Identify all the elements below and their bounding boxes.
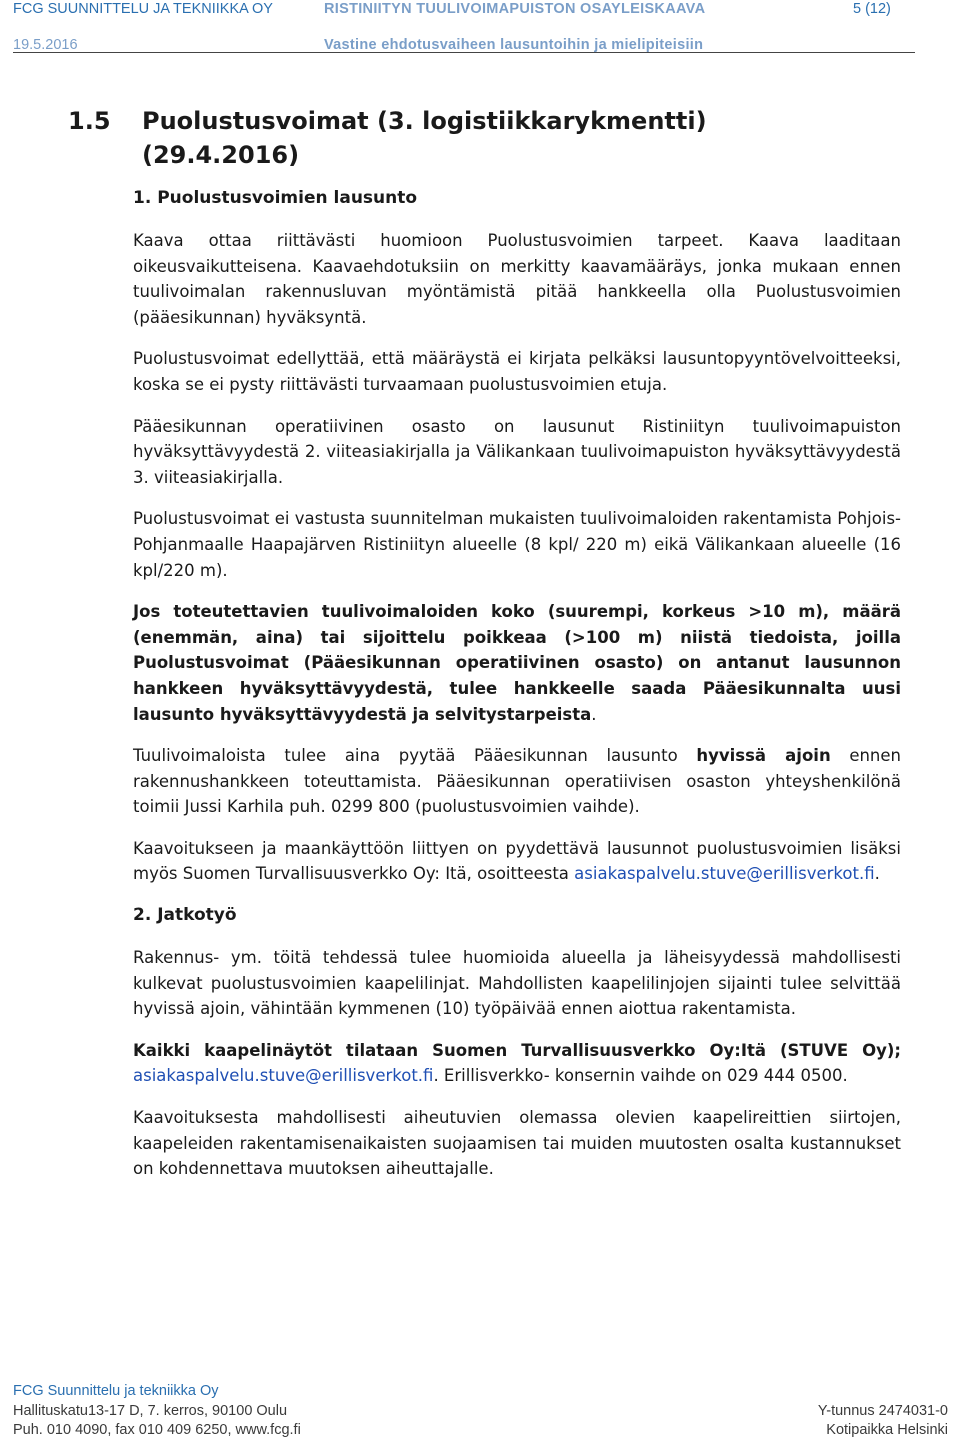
subheading-lausunto: 1. Puolustusvoimien lausunto — [133, 188, 418, 208]
paragraph-5 — [133, 599, 901, 727]
paragraph-9 — [133, 1038, 901, 1089]
paragraph-8: Rakennus- ym. töitä tehdessä tulee huomioida alueella ja läheisyydessä mahdollisesti kulkevat puolustusvoimien kaapelilinjat. Mahdollisten kaapelilinjojen sijainti tulee selvittää hyvissä ajoin, vähintään kymmenen (10) työpäivää ennen aiottua rakentamista. — [133, 948, 901, 1019]
paragraph-6-start: Tuulivoimaloista tulee aina pyytää Pääesikunnan lausunto — [133, 746, 697, 766]
paragraph-5-end: . — [591, 704, 597, 724]
footer-domicile: Kotipaikka Helsinki — [826, 1422, 948, 1438]
paragraph-7 — [133, 836, 901, 887]
header-page-number: 5 (12) — [853, 1, 891, 17]
paragraph-3: Pääesikunnan operatiivinen osasto on lausunut Ristiniityn tuulivoimapuiston hyväksyttävyydestä 2. viiteasiakirjalla ja Välikankaan tuulivoimapuiston hyväksyttävyydestä 3. viiteasiakirjalla. — [133, 416, 901, 487]
footer-business-id: Y-tunnus 2474031-0 — [817, 1403, 948, 1419]
paragraph-9-bold: Kaikki kaapelinäytöt tilataan Suomen Turvallisuusverkko Oy:Itä (STUVE Oy); — [133, 1040, 901, 1060]
paragraph-6-rest: ennen rakennushankkeen toteuttamista. Pääesikunnan operatiivisen osaston yhteyshenkilönä toimii Jussi Karhila puh. 0299 800 (puolustusvoimien vaihde). — [133, 746, 902, 817]
paragraph-5-bold: Jos toteutettavien tuulivoimaloiden koko (suurempi, korkeus >10 m), määrä (enemmän, aina) tai sijoittelu poikkeaa (>100 m) niistä tiedoista, joilla Puolustusvoimat (Pääesikunnan operatiivinen osasto) on antanut lausunnon hankkeen hyväksyttävyydestä, tulee hankkeelle saada Pääesikunnalta uusi lausunto hyväksyttävyydestä ja selvitystarpeista — [133, 602, 901, 724]
section-heading — [68, 104, 848, 172]
page-footer — [13, 1383, 948, 1438]
header-date: 19.5.2016 — [13, 37, 78, 53]
paragraph-10: Kaavoituksesta mahdollisesti aiheutuvien olemassa olevien kaapelireittien siirtojen, kaapeleiden rakentamisenaikaisten suojaamisen tai muiden muutosten osalta kustannukset on kohdennettava muutoksen aiheuttajalle. — [133, 1108, 901, 1179]
footer-company: FCG Suunnittelu ja tekniikka Oy — [13, 1383, 219, 1399]
section-number: 1.5 — [68, 107, 111, 135]
paragraph-7-end: . — [874, 864, 880, 884]
email-link-stuve[interactable]: asiakaspalvelu.stuve@erillisverkot.fi — [574, 864, 875, 884]
footer-phone: Puh. 010 4090, fax 010 409 6250, www.fcg.fi — [13, 1422, 301, 1438]
paragraph-4: Puolustusvoimat ei vastusta suunnitelman mukaisten tuulivoimaloiden rakentamista Pohjois-Pohjanmaalle Haapajärven Ristiniityn alueelle (8 kpl/ 220 m) eikä Välikankaan alueelle (16 kpl/220 m). — [133, 509, 901, 580]
paragraph-1: Kaava ottaa riittävästi huomioon Puolustusvoimien tarpeet. Kaava laaditaan oikeusvaikutteisena. Kaavaehdotuksiin on merkitty kaavamääräys, jonka mukaan ennen tuulivoimalan rakennusluvan myöntämistä pitää hankkeella olla Puolustusvoimien (pääesikunnan) hyväksyntä. — [133, 231, 901, 327]
page-header — [13, 0, 915, 53]
document-body — [133, 186, 901, 1198]
header-company: FCG SUUNNITTELU JA TEKNIIKKA OY — [13, 1, 273, 17]
section-title-line1: Puolustusvoimat (3. logistiikkarykmentti) — [142, 107, 707, 135]
email-link-stuve-2[interactable]: asiakaspalvelu.stuve@erillisverkot.fi — [133, 1066, 434, 1086]
header-subtitle: Vastine ehdotusvaiheen lausuntoihin ja mielipiteisiin — [324, 37, 704, 53]
subheading-jatkotyo: 2. Jatkotyö — [133, 905, 237, 926]
paragraph-9-end: . Erillisverkko- konsernin vaihde on 029 444 0500. — [433, 1066, 848, 1086]
paragraph-2: Puolustusvoimat edellyttää, että määräystä ei kirjata pelkäksi lausuntopyyntövelvoitteeksi, koska se ei pysty riittävästi turvaamaan puolustusvoimien etuja. — [133, 349, 901, 394]
paragraph-6 — [133, 743, 901, 820]
footer-address: Hallituskatu13-17 D, 7. kerros, 90100 Oulu — [13, 1403, 288, 1419]
section-title-line2: (29.4.2016) — [142, 141, 300, 169]
header-title: RISTINIITYN TUULIVOIMAPUISTON OSAYLEISKAAVA — [324, 1, 706, 17]
paragraph-6-bold: hyvissä ajoin — [696, 746, 831, 766]
paragraph-7-start: Kaavoitukseen ja maankäyttöön liittyen on pyydettävä lausunnot puolustusvoimien lisäksi myös Suomen Turvallisuusverkko Oy: Itä, osoitteesta — [133, 838, 901, 884]
